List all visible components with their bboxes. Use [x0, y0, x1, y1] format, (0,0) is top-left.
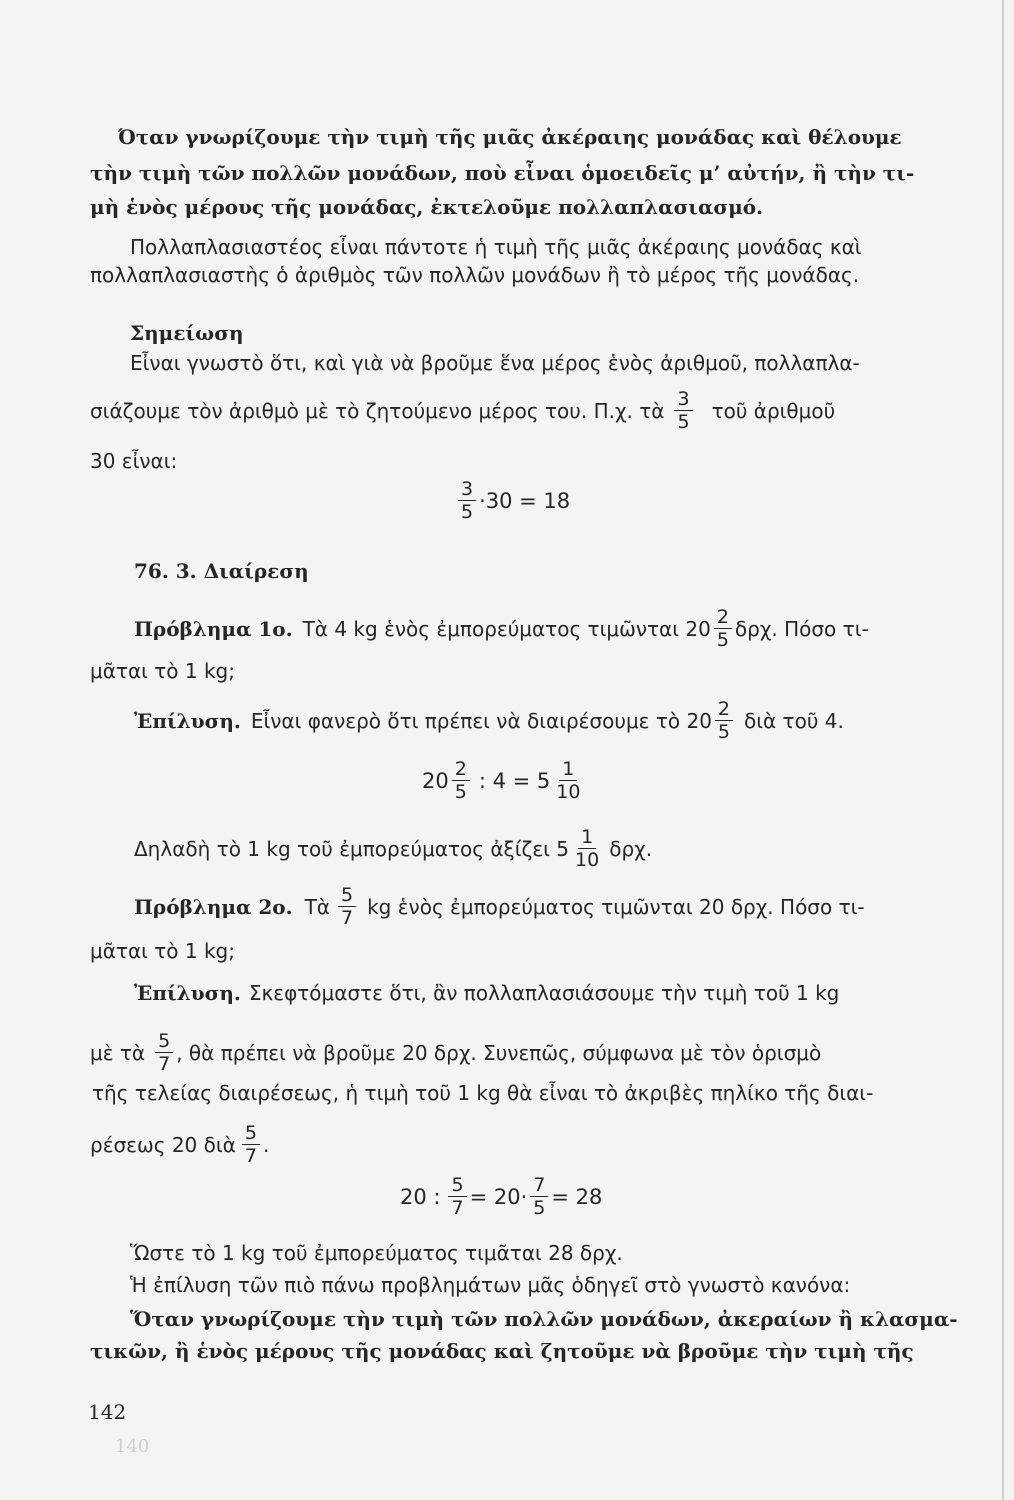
note-equation [455, 478, 570, 523]
fraction-denominator: 7 [158, 1053, 171, 1075]
conclusion-text-a: Δηλαδὴ τὸ 1 kg τοῦ ἐμπορεύματος ἀξίζει 5 [134, 836, 570, 861]
fraction-denominator: 5 [461, 501, 474, 523]
fraction-numerator: 5 [338, 884, 356, 907]
solution-line2-text-b: , θὰ πρέπει νὰ βροῦμε 20 δρχ. Συνεπῶς, σύμφωνα μὲ τὸν ὁρισμὸ [176, 1040, 822, 1065]
fraction-5-7 [448, 1174, 466, 1219]
problem1-text-b: δρχ. Πόσο τι- [734, 616, 869, 641]
solution-line1-text: Σκεφτόμαστε ὅτι, ἂν πολλαπλασιάσουμε τὴν τιμὴ τοῦ 1 kg [248, 981, 840, 1005]
problem2-solution-line1 [134, 980, 950, 1006]
fraction-5-7 [242, 1122, 260, 1167]
para2-line1: Πολλαπλασιαστέος εἶναι πάντοτε ἡ τιμὴ τῆς μιᾶς ἀκέραιης μονάδας καὶ [130, 235, 862, 259]
rule-intro: Ἡ ἐπίλυση τῶν πιὸ πάνω προβλημάτων μᾶς ὁδηγεῖ στὸ γνωστὸ κανόνα: [130, 1273, 851, 1297]
problem2-solution-line2 [90, 1030, 950, 1075]
solution-text-a: Εἶναι φανερὸ ὅτι πρέπει νὰ διαιρέσουμε τὸ 20 [250, 708, 712, 733]
problem2-line1 [134, 884, 950, 929]
fraction-numerator: 5 [448, 1174, 466, 1197]
fraction-numerator: 7 [530, 1174, 548, 1197]
fraction-numerator: 1 [559, 758, 577, 781]
note-heading: Σημείωση [130, 321, 244, 345]
problem2-equation [400, 1174, 602, 1219]
section-heading: 76. 3. Διαίρεση [134, 559, 309, 583]
problem1-text-a: Τὰ 4 kg ἑνὸς ἐμπορεύματος τιμῶνται 20 [302, 616, 711, 641]
solution-line4-text-b: . [262, 1132, 270, 1157]
fraction-5-7 [338, 884, 356, 929]
para2-line2: πολλαπλασιαστὴς ὁ ἀριθμὸς τῶν πολλῶν μονάδων ἢ τὸ μέρος τῆς μονάδας. [90, 263, 860, 287]
fraction-denominator: 5 [533, 1197, 546, 1219]
equation-result: ·30 = 18 [479, 488, 571, 513]
note-line2-text-b: τοῦ ἀριθμοῦ [711, 398, 836, 423]
solution-label: Ἐπίλυση. [134, 981, 241, 1005]
fraction-denominator: 7 [341, 907, 354, 929]
solution-line4-text-a: ρέσεως 20 διὰ [90, 1132, 236, 1157]
problem2-solution-line3: τῆς τελείας διαιρέσεως, ἡ τιμὴ τοῦ 1 kg θὰ εἶναι τὸ ἀκριβὲς πηλίκο τῆς διαι- [92, 1081, 874, 1105]
rule-line1: Ὅταν γνωρίζουμε τὴν τιμὴ τῶν πολλῶν μονάδων, ἀκεραίων ἢ κλασμα- [130, 1307, 958, 1331]
fraction-denominator: 5 [717, 721, 731, 743]
fraction-1-10 [572, 826, 602, 871]
bleed-through-page-number: 140 [115, 1436, 150, 1457]
fraction-3-5 [674, 388, 692, 433]
mixed-whole: 20 [422, 768, 449, 793]
para1-line1: Όταν γνωρίζουμε τὴν τιμὴ τῆς μιᾶς ἀκέραιης μονάδας καὶ θέλουμε [118, 125, 902, 149]
fraction-numerator: 2 [714, 606, 732, 629]
conclusion-text-b: δρχ. [609, 836, 653, 861]
problem1-line2: μᾶται τὸ 1 kg; [90, 659, 235, 683]
fraction-numerator: 3 [458, 478, 476, 501]
problem1-label: Πρόβλημα 1ο. [134, 616, 293, 641]
problem2-text-b: kg ἑνὸς ἐμπορεύματος τιμῶνται 20 δρχ. Πόσο τι- [367, 894, 865, 919]
fraction-3-5 [458, 478, 476, 523]
note-line3: 30 εἶναι: [90, 449, 178, 473]
problem2-text-a: Τὰ [304, 894, 330, 919]
fraction-2-5 [452, 758, 470, 803]
fraction-numerator: 3 [674, 388, 692, 411]
equation-part-a: 20 : [400, 1184, 441, 1209]
problem1-equation [422, 758, 586, 803]
fraction-numerator: 5 [155, 1030, 173, 1053]
problem2-conclusion: Ὥστε τὸ 1 kg τοῦ ἐμπορεύματος τιμᾶται 28 δρχ. [130, 1241, 623, 1265]
note-line2-text-a: σιάζουμε τὸν ἀριθμὸ μὲ τὸ ζητούμενο μέρος του. Π.χ. τὰ [90, 398, 665, 423]
solution-line2-text-a: μὲ τὰ [90, 1040, 146, 1065]
fraction-denominator: 10 [556, 781, 581, 803]
problem2-solution-line4 [90, 1122, 950, 1167]
fraction-1-10 [553, 758, 583, 803]
fraction-numerator: 2 [715, 698, 733, 721]
para1-line3: μὴ ἑνὸς μέρους τῆς μονάδας, ἐκτελοῦμε πολλαπλασιασμό. [90, 195, 764, 219]
fraction-denominator: 10 [575, 849, 600, 871]
fraction-numerator: 1 [578, 826, 596, 849]
fraction-denominator: 7 [244, 1145, 257, 1167]
problem1-line1 [134, 606, 950, 651]
problem2-label: Πρόβλημα 2ο. [134, 894, 293, 919]
fraction-2-5 [715, 698, 733, 743]
fraction-denominator: 5 [454, 781, 467, 803]
page-number: 142 [88, 1400, 127, 1424]
problem2-line2: μᾶται τὸ 1 kg; [90, 939, 235, 963]
fraction-5-7 [155, 1030, 173, 1075]
equation-part-b: = 20· [469, 1184, 528, 1209]
note-line2 [90, 388, 950, 433]
equation-middle: : 4 = 5 [478, 768, 551, 793]
solution-text-b: διὰ τοῦ 4. [744, 708, 844, 733]
para1-line2: τὴν τιμὴ τῶν πολλῶν μονάδων, ποὺ εἶναι ὁμοειδεῖς μ’ αὐτήν, ἢ τὴν τι- [90, 161, 915, 185]
problem1-conclusion [134, 826, 994, 871]
equation-part-c: = 28 [551, 1184, 603, 1209]
fraction-denominator: 5 [716, 629, 729, 651]
problem1-solution [134, 698, 950, 743]
page-edge [1002, 0, 1004, 1500]
fraction-2-5 [714, 606, 732, 651]
fraction-denominator: 5 [677, 411, 690, 433]
fraction-numerator: 2 [452, 758, 470, 781]
solution-label: Ἐπίλυση. [134, 708, 241, 733]
fraction-numerator: 5 [242, 1122, 260, 1145]
note-line1: Εἶναι γνωστὸ ὅτι, καὶ γιὰ νὰ βροῦμε ἕνα μέρος ἑνὸς ἀριθμοῦ, πολλαπλα- [130, 351, 860, 375]
fraction-7-5 [530, 1174, 548, 1219]
rule-line2: τικῶν, ἢ ἑνὸς μέρους τῆς μονάδας καὶ ζητοῦμε νὰ βροῦμε τὴν τιμὴ τῆς [90, 1339, 914, 1363]
fraction-denominator: 7 [451, 1197, 464, 1219]
